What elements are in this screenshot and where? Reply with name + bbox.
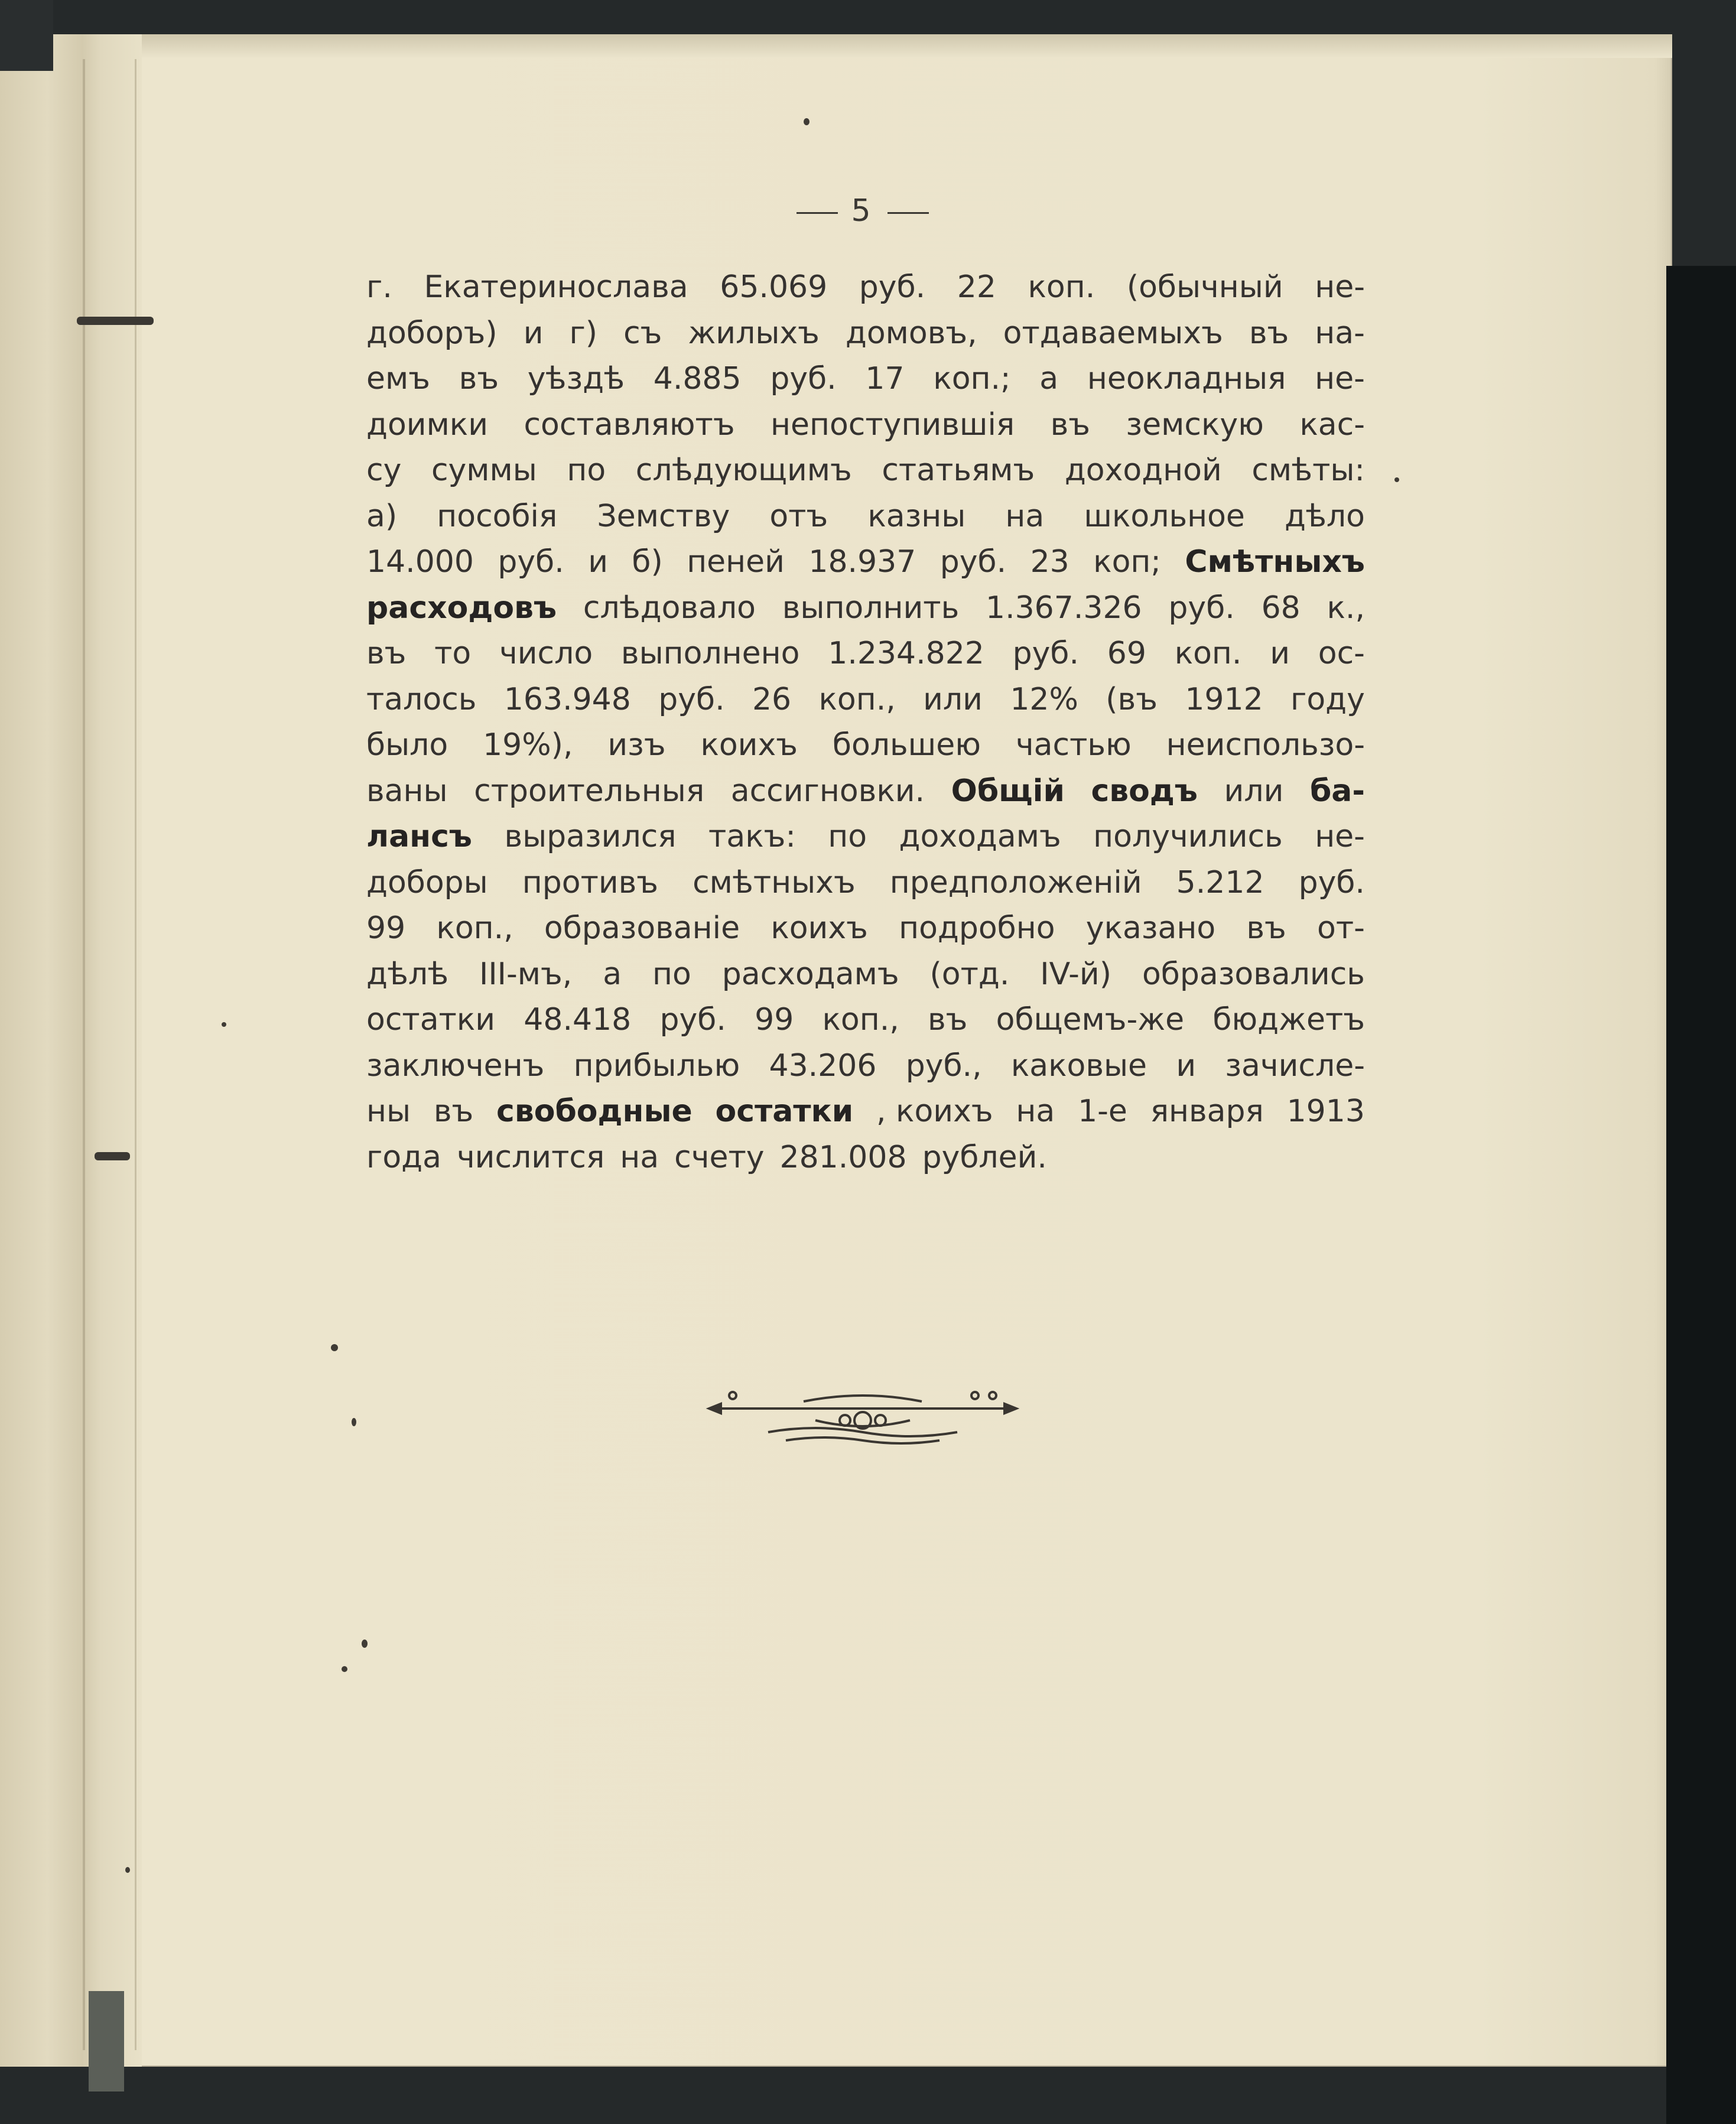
word: Екатеринослава (424, 269, 688, 305)
word: руб. (659, 1002, 726, 1037)
word: коп., (818, 681, 896, 717)
word: руб., (905, 1048, 982, 1084)
word: выразился (504, 819, 677, 854)
gutter-fold-line (83, 59, 85, 2050)
word: руб. (859, 269, 926, 305)
word: слѣдующимъ (635, 453, 852, 488)
word: 14.000 (366, 544, 474, 580)
word: 1-е (1078, 1094, 1127, 1129)
word: емъ (366, 361, 430, 396)
word: прибылью (573, 1048, 740, 1084)
word: или (1224, 773, 1284, 809)
word: и (1270, 636, 1290, 671)
word: доборъ) (366, 315, 498, 351)
binding-stub (0, 0, 53, 71)
word: 26 (752, 681, 792, 717)
text-line (366, 265, 1365, 311)
text-line (366, 356, 1365, 402)
word: земскую (1126, 406, 1264, 443)
text-line (366, 402, 1365, 448)
word: руб. (658, 681, 725, 717)
bold-word: сводъ (1091, 773, 1198, 809)
word: частью (1015, 727, 1132, 763)
word: и (1176, 1048, 1197, 1084)
word: 17 (865, 361, 905, 396)
word: въ (928, 1002, 968, 1037)
word: Земству (597, 498, 730, 534)
word: г. (366, 269, 392, 305)
word: (въ (1106, 681, 1158, 717)
word: к., (1327, 590, 1365, 626)
word: января (1150, 1094, 1264, 1129)
ink-speck (342, 1666, 347, 1672)
word: жилыхъ (688, 315, 820, 351)
binding-stitch (95, 1152, 130, 1160)
word: 1.234.822 (828, 636, 984, 671)
word: (отд. (929, 956, 1010, 992)
word: указано (1085, 910, 1216, 946)
word: школьное (1084, 498, 1245, 534)
word: число (499, 636, 593, 671)
word: противъ (522, 864, 659, 900)
text-line (366, 952, 1365, 998)
word: слѣдовало (583, 590, 756, 626)
page-number-value: 5 (851, 193, 874, 229)
word: образованіе (544, 910, 740, 946)
word: подробно (899, 910, 1055, 946)
word: расходамъ (721, 956, 899, 992)
text-line (366, 860, 1365, 906)
word: неокладныя (1087, 361, 1286, 396)
word: въ (366, 636, 407, 671)
word: 48.418 (524, 1002, 632, 1037)
word: ассигновки. (730, 773, 925, 809)
text-line (366, 677, 1365, 723)
word: домовъ, (845, 315, 977, 351)
word: 4.885 (653, 361, 742, 396)
word: остатки (366, 1002, 496, 1037)
word: 1913 (1286, 1094, 1365, 1129)
word: года (366, 1139, 441, 1175)
word: отдаваемыхъ (1003, 315, 1223, 351)
ink-speck (352, 1418, 356, 1426)
text-line (366, 1043, 1365, 1089)
word: на (1005, 498, 1045, 534)
word: такъ: (708, 819, 796, 854)
word: б) (632, 544, 663, 580)
word: коп; (1093, 544, 1161, 580)
word: III-мъ, (479, 956, 573, 992)
page-top-edge (53, 34, 1672, 58)
ink-speck (362, 1640, 368, 1648)
text-line (366, 311, 1365, 357)
word: 5.212 (1176, 864, 1264, 900)
bold-word: Общій (951, 773, 1065, 809)
word: дѣлѣ (366, 956, 449, 992)
word: предположеній (889, 864, 1142, 900)
word: въ (433, 1094, 474, 1129)
bold-word: лансъ (366, 819, 473, 854)
word: съ (623, 315, 662, 351)
binding-stitch (77, 317, 154, 325)
word: руб. (770, 361, 837, 396)
word: 65.069 (720, 269, 828, 305)
word: 68 (1261, 590, 1301, 626)
word: получились (1093, 819, 1283, 854)
text-line (366, 586, 1365, 632)
word: а) (366, 498, 398, 534)
word: рублей. (922, 1139, 1047, 1175)
text-line (366, 448, 1365, 494)
word: по (828, 819, 867, 854)
word: коп. (1028, 269, 1095, 305)
word: пеней (687, 544, 785, 580)
page-number-dash (797, 212, 838, 214)
word: , коихъ (876, 1094, 993, 1129)
bold-word: свободные (496, 1094, 693, 1129)
word: руб. (1298, 864, 1365, 900)
word: коихъ (700, 727, 798, 763)
text-line (366, 997, 1365, 1043)
word: 1912 (1185, 681, 1263, 717)
word: руб. (1012, 636, 1080, 671)
word: доходамъ (899, 819, 1061, 854)
ink-speck (125, 1867, 130, 1873)
word: 22 (957, 269, 996, 305)
word: на (620, 1139, 659, 1175)
word: доимки (366, 406, 488, 443)
ink-speck (804, 118, 810, 125)
word: су (366, 453, 402, 488)
word: талось (366, 681, 477, 717)
word: 163.948 (503, 681, 631, 717)
word: доходной (1064, 453, 1222, 488)
binding-gutter (0, 34, 142, 2067)
word: строительныя (474, 773, 705, 809)
text-line (366, 769, 1365, 815)
bold-word: расходовъ (366, 590, 557, 626)
word: на- (1315, 315, 1365, 351)
text-line (366, 539, 1365, 586)
word: а (1039, 361, 1059, 396)
word: изъ (607, 727, 666, 763)
word: 1.367.326 (985, 590, 1142, 626)
word: коп., (822, 1002, 899, 1037)
word: смѣты: (1251, 453, 1365, 488)
ink-speck (1394, 477, 1399, 482)
word: 19%), (483, 727, 573, 763)
word: (обычный (1126, 269, 1283, 305)
word: и (588, 544, 608, 580)
word: кас- (1299, 406, 1365, 443)
gutter-fold-line (135, 59, 136, 2050)
word: уѣздѣ (527, 361, 625, 396)
word: въ (1249, 315, 1289, 351)
word: въ (1246, 910, 1286, 946)
word: г) (569, 315, 598, 351)
word: коп.; (933, 361, 1011, 396)
word: 99 (366, 910, 406, 946)
word: то (434, 636, 472, 671)
word: бюджетъ (1212, 1002, 1365, 1037)
word: IV-й) (1040, 956, 1112, 992)
word: руб. (498, 544, 564, 580)
text-line (366, 494, 1365, 540)
word: коп. (1174, 636, 1242, 671)
word: коихъ (771, 910, 868, 946)
word: въ (1050, 406, 1091, 443)
word: зачисле- (1225, 1048, 1365, 1084)
word: дѣло (1285, 498, 1365, 534)
word: ны (366, 1094, 411, 1129)
bold-word: ба- (1309, 773, 1365, 809)
text-line (366, 631, 1365, 677)
word: ваны (366, 773, 448, 809)
word: выполнено (620, 636, 800, 671)
word: составляютъ (524, 406, 735, 443)
ink-speck (222, 1022, 226, 1027)
text-line (366, 906, 1365, 952)
word: было (366, 727, 448, 763)
word: 18.937 (808, 544, 916, 580)
page-number (762, 190, 963, 232)
body-text (366, 265, 1365, 1180)
word: 69 (1107, 636, 1146, 671)
word: 23 (1030, 544, 1069, 580)
word: 43.206 (769, 1048, 877, 1084)
word: не- (1315, 269, 1365, 305)
word: казны (867, 498, 966, 534)
ink-speck (331, 1344, 338, 1351)
word: коп., (436, 910, 513, 946)
word: руб. (939, 544, 1007, 580)
text-line (366, 723, 1365, 769)
word: непоступившія (771, 406, 1015, 443)
word: не- (1315, 819, 1365, 854)
word: от- (1317, 910, 1365, 946)
text-line (366, 1089, 1365, 1135)
binding-cloth (89, 1991, 124, 2092)
word: заключенъ (366, 1048, 545, 1084)
word: 99 (755, 1002, 794, 1037)
word: отъ (769, 498, 828, 534)
word: доборы (366, 864, 488, 900)
text-line (366, 814, 1365, 860)
word: общемъ-же (996, 1002, 1185, 1037)
word: счету (674, 1139, 765, 1175)
word: не- (1315, 361, 1365, 396)
word: выполнить (782, 590, 960, 626)
word: и (523, 315, 544, 351)
word: году (1290, 681, 1365, 717)
word: по (567, 453, 606, 488)
word: 281.008 (779, 1139, 907, 1175)
word: каковые (1010, 1048, 1147, 1084)
word: образовались (1142, 956, 1365, 992)
bold-word: остатки (715, 1094, 854, 1129)
word: пособія (437, 498, 558, 534)
word: ос- (1318, 636, 1365, 671)
decorative-vignette-icon (697, 1384, 1028, 1455)
word: руб. (1168, 590, 1235, 626)
text-line (366, 1135, 1365, 1181)
word: числится (456, 1139, 605, 1175)
word: по (652, 956, 691, 992)
word: смѣтныхъ (693, 864, 856, 900)
page-shadow (1666, 266, 1736, 2124)
word: суммы (431, 453, 537, 488)
word: 12% (1010, 681, 1078, 717)
page-number-dash (887, 212, 929, 214)
bold-word: Смѣтныхъ (1185, 544, 1365, 580)
word: статьямъ (882, 453, 1035, 488)
word: а (603, 956, 622, 992)
word: въ (459, 361, 499, 396)
word: большею (832, 727, 981, 763)
word: на (1016, 1094, 1055, 1129)
word: или (923, 681, 983, 717)
word: неиспользо- (1166, 727, 1365, 763)
